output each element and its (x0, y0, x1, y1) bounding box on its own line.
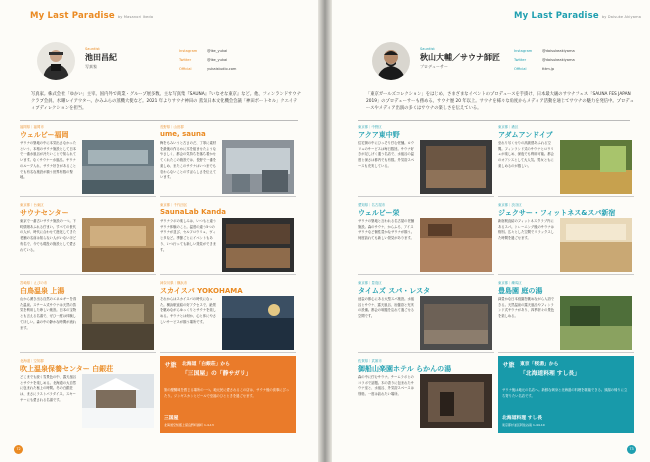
card-divider (160, 352, 296, 353)
card-desc: どこまでも続く雪景色の中、露天風呂とサウナを楽しめる。北海道の大自然に包まれた極上の時間。冬の白銀荘は、まさにラストパラダイス。スキーヤーにも愛される名湯です。 (20, 375, 77, 402)
card-title: アダムアンドイブ (498, 131, 553, 139)
feature-text: サウナ後は地元の名店へ。新鮮な刺身と北海道の料理を堪能できる。銭湯の帰りに立ち寄りたい名店です。 (502, 388, 628, 398)
spot-card (20, 200, 156, 276)
card-photo (420, 296, 492, 350)
social-twitter[interactable]: Twitter @daisukeakiyama (514, 58, 575, 62)
spot-card (358, 200, 494, 276)
card-photo (82, 374, 154, 428)
card-divider (160, 196, 296, 197)
role-tag: Sauntist (85, 47, 100, 51)
card-desc: 森の中に佇むサウナ。チームラボとのコラボで話題。木の香りに包まれたサウナ室と、水風呂、外気浴スペースは別格。一度は訪れたい場所。 (358, 375, 415, 397)
social-official[interactable]: Official tttm.jp (514, 67, 555, 71)
card-title: ジェクサー・フィットネス&スパ新宿 (498, 209, 616, 217)
card-title: タイムズ スパ・レスタ (358, 287, 431, 295)
role-tag: Sauntist (420, 47, 435, 51)
feature-title: 北海道「白銀荘」から 「三国屋」の「静サガリ」 (182, 362, 252, 377)
card-title: サウナセンター (20, 209, 69, 217)
card-category: 佐賀県｜武雄市 (358, 359, 382, 363)
spot-card (20, 122, 156, 198)
header-byline: by Masanori Ikeda (117, 15, 154, 19)
card-divider (358, 274, 494, 275)
card-category: 長野県｜山田郡 (160, 125, 184, 129)
card-category: 東京都｜台東区 (20, 203, 44, 207)
feature-box (498, 356, 634, 433)
page-number: 73 (627, 445, 636, 454)
card-photo (222, 218, 294, 272)
feature-address: 北海道空知郡上富良野町錦町 1-4-13 (164, 423, 214, 427)
card-desc: サウナの聖地と言われる名古屋の老舗施設。森のサウナ、からふろ、アイスサウナなど個性豊かなサウナが揃う。何度訪れても新しい発見があります。 (358, 219, 415, 241)
divider (20, 120, 298, 121)
right-page (332, 0, 650, 462)
card-category: 宮崎県｜えびの市 (20, 281, 48, 285)
feature-badge: サ旅 (164, 362, 177, 369)
profile-name: 池田昌紀 (85, 53, 117, 62)
card-title: 御船山楽園ホテル らかんの湯 (358, 365, 452, 373)
social-list (179, 47, 236, 74)
card-category: 福岡県｜福岡市 (20, 125, 44, 129)
card-title: アクア東中野 (358, 131, 400, 139)
card-category: 東京都｜千代田区 (160, 203, 188, 207)
feature-place: 三国屋 (164, 416, 179, 421)
avatar (372, 42, 410, 80)
card-photo (222, 296, 294, 350)
card-category: 東京都｜豊島区 (358, 281, 382, 285)
card-photo (222, 140, 294, 194)
spot-card (358, 356, 494, 432)
spot-card (20, 278, 156, 354)
card-desc: それからはスカイスパの時代になった。横浜駅直結の好アクセスで、絶景を眺めながらゆっくりとサウナを楽しめる。サウナとは何か、心と体にやさしいサービスが揃う場所です。 (160, 297, 217, 324)
card-desc: サウナラボの楽しみは、いつもと違うサウナ体験のこと。温度の違う5つのサウナが並び、セルフロウリュ、ヴィヒタなど。季節ごとにイベントもあり、いつ行っても新しい発見ができます。 (160, 219, 217, 252)
profile-title: プロデューサー (420, 64, 448, 69)
spot-card (498, 278, 634, 354)
card-photo (82, 218, 154, 272)
card-desc: 東京で一番古いサウナ施設の一つ。下町情緒あふれる佇まい。すべての世代の人が、時代に合わせて進化してきた老舗の名前は知らない人がいないほど有名で、今でも現役の施設として愛されている。 (20, 219, 77, 252)
spot-card (498, 200, 634, 276)
card-category: 東京都｜中野区 (358, 125, 382, 129)
card-photo (82, 296, 154, 350)
card-title: ウェルビー栄 (358, 209, 400, 217)
profile-bio: 写真家。株式会社「ゆかい」主宰。国内外で商業・グループ展多数。主な写真集『SAUNA』『いなせな東京』など。他、フィンランドサウナクラブ会員。水曜レイアウター。かみふらの蒸機大使など。2021 年よりサウナ神田の 蒸気日本文化機会会議「神田ボートセル」クエイティブディレクションを担当。 (31, 92, 302, 112)
header-title: My Last Paradise (514, 11, 599, 21)
card-category: 東京都｜渋谷区 (498, 203, 522, 207)
card-category: 北海道｜空知郡 (20, 359, 44, 363)
card-desc: 梅をもみいうと古さのだ、丁寧に素材を最後の作るかに木を組ませたようなやさしく、都会の気持ちを落ち着かせてくれたこの施設では、長野で一番を楽しめ、またこのサウナはいつまでも変わらないことのすばらしさを伝えています。 (160, 141, 217, 180)
card-desc: 新宿駅直結のフィットネスクラブ内にあるスパ。トレーニング後のサウナは格別。広々とした空間でリラックスした時間を過ごせます。 (498, 219, 554, 241)
social-official[interactable]: Official yukaistudio.com (179, 67, 237, 71)
card-category: 愛知県｜名古屋市 (358, 203, 386, 207)
social-instagram[interactable]: Instagram @daisukeakiyama (514, 49, 575, 53)
card-title: スカイスパ YOKOHAMA (160, 287, 243, 295)
card-divider (358, 352, 494, 353)
name-block (420, 47, 500, 70)
avatar (37, 42, 75, 80)
card-title: 白鳥温泉 上湯 (20, 287, 65, 295)
profile-name: 秋山大輔／サウナ師匠 (420, 53, 500, 62)
card-category: 神奈川県｜横浜市 (160, 281, 188, 285)
spot-card (358, 122, 494, 198)
feature-text: 旅の醍醐味を感じる場所の一つ。地元民に愛されるこの店は、サウナ後の食事にぴったり。ジンギスカンとビールで至福のひとときを過ごせます。 (164, 388, 290, 398)
card-photo (560, 296, 632, 350)
card-divider (160, 274, 296, 275)
card-divider (20, 274, 156, 275)
spot-card (160, 200, 296, 276)
profile-block (366, 36, 636, 116)
spot-card (160, 122, 296, 198)
card-title: ume, sauna (160, 130, 206, 138)
header-title: My Last Paradise (30, 11, 115, 21)
spot-card (160, 278, 296, 354)
card-desc: 至れり尽くせりの高級感あふれる空間。フィンランド式のサウナとロウリュが楽しめ、深夜でも利用可能。都会のオアシスとして大人気。男女ともに楽しめるのが嬉しい。 (498, 141, 554, 168)
card-divider (498, 352, 634, 353)
card-desc: 住宅街の中にひっそり佇む老舗。ロウリュのサービスは毎日数回。サウナ好きが足しげく通う名店で、水風呂の温度と深さは都内でも有数。外気浴スペースも充実している。 (358, 141, 415, 168)
social-instagram[interactable]: Instagram @ike_yukai (179, 49, 228, 53)
card-divider (20, 352, 156, 353)
card-title: ウェルビー福岡 (20, 131, 69, 139)
name-block (85, 47, 117, 70)
profile-title: 写真家 (85, 64, 97, 69)
card-title: 吹上温泉保養センター 白銀荘 (20, 365, 114, 373)
card-title: SaunaLab Kanda (160, 208, 226, 216)
feature-title: 東京「桜湯」から 「北海道料理 すし長」 (520, 362, 580, 377)
card-divider (498, 274, 634, 275)
page-header (30, 11, 153, 21)
social-twitter[interactable]: Twitter @ike_yukai (179, 58, 228, 62)
card-photo (560, 140, 632, 194)
divider (358, 120, 630, 121)
social-list (514, 47, 575, 74)
card-desc: 池袋の都心にある大型スパ施設。水風呂とサウナ、露天風呂、岩盤浴と充実の設備。都会の喧騒を忘れて過ごせる空間です。 (358, 297, 415, 319)
spot-card (498, 122, 634, 198)
spot-card (20, 356, 156, 432)
card-photo (560, 218, 632, 272)
profile-block (31, 36, 301, 116)
feature-address: 東京都杉並区阿佐谷南 1-44-10 (502, 423, 545, 427)
feature-box (160, 356, 296, 433)
spot-card (358, 278, 494, 354)
gutter (318, 0, 332, 462)
card-title: 豊島園 庭の湯 (498, 287, 543, 295)
page-number: 72 (14, 445, 23, 454)
card-photo (82, 140, 154, 194)
card-category: 東京都｜練馬区 (498, 281, 522, 285)
card-desc: 山から湧き出る自然のエネルギーを得た温泉。スチーム式サウナは天然の蒸気を利用した珍しい施設。日本の宝物とも言える名湯で、ぜひ一度は体験してほしい。森の中の静かな時間が流れます。 (20, 297, 77, 330)
left-page (0, 0, 318, 462)
card-photo (420, 218, 492, 272)
card-divider (20, 196, 156, 197)
header-byline: by Daisuke Akiyama (601, 15, 642, 19)
page-header (514, 11, 641, 21)
feature-place: 北海道料理 すし長 (502, 416, 543, 421)
profile-bio: 「東京ガールズコレクション」をはじめ、さまざまなイベントのプロデュースを手掛け、日本最大級のサウナフェス「SAUNA FES JAPAN 2019」のプロデューサーも務める。サウナ歴 20 年以上。サウナを様々な角度からメディア活動を通じてサウナの魅力を発信中。プロデュースやメディア出演の多くはサウナの楽しさを伝えている。 (366, 92, 634, 112)
card-divider (358, 196, 494, 197)
card-category: 東京都｜港区 (498, 125, 519, 129)
card-desc: 緑豊かな日本庭園を眺めながら入浴できる。天然温泉の露天風呂やフィンランド式サウナがあり、四季折々の景色を楽しめる。 (498, 297, 555, 319)
card-divider (498, 196, 634, 197)
card-photo (420, 374, 492, 428)
card-photo (420, 140, 492, 194)
feature-badge: サ旅 (502, 362, 515, 369)
card-desc: サウナの聖地の中に本気出さなかったという、本格のサウナ施設として日本で一番水風呂が冷たいことで知られています。なくサウナー水風呂。サウナのループ入れ、サウナ好きがあることでも有名な施設が揃う世界有数の聖地。 (20, 141, 77, 180)
